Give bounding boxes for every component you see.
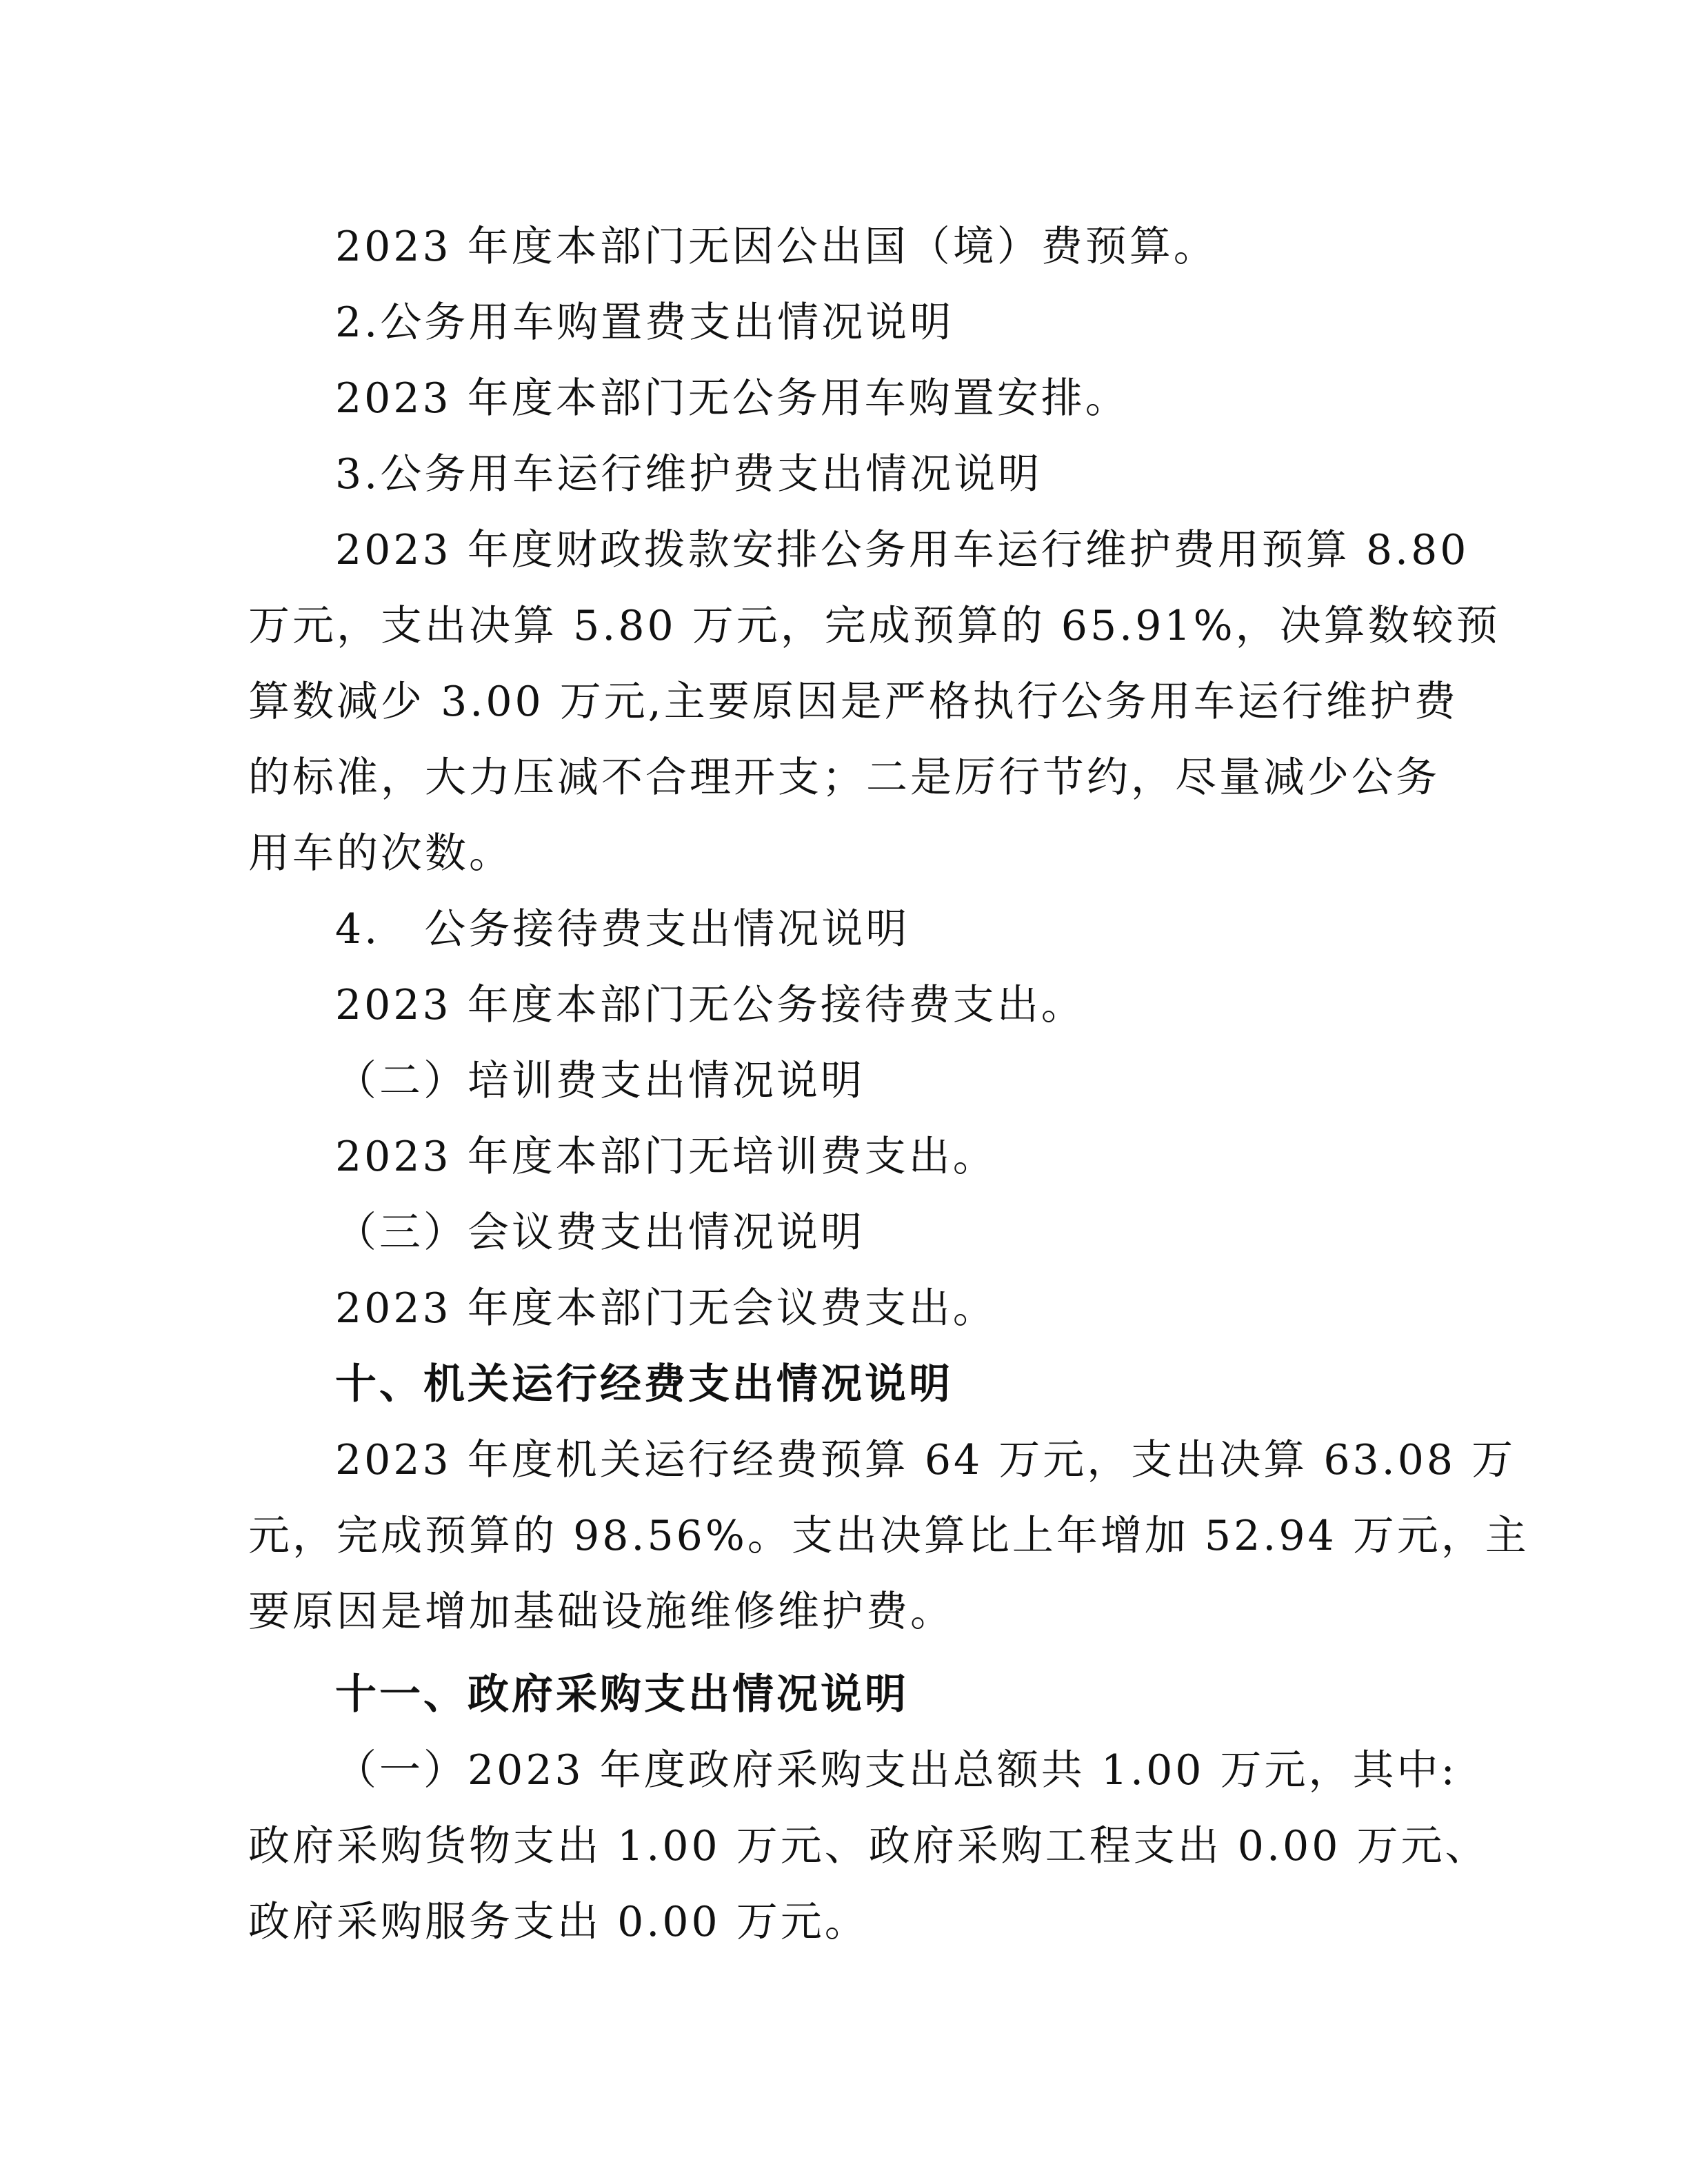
subheading: （二）培训费支出情况说明 (335, 1057, 865, 1105)
paragraph-line: 2023 年度本部门无公务接待费支出。 (335, 981, 1085, 1029)
subheading: 3.公务用车运行维护费支出情况说明 (335, 450, 1043, 498)
paragraph-line: 政府采购货物支出 1.00 万元、政府采购工程支出 0.00 万元、 (248, 1822, 1489, 1870)
paragraph-line: 2023 年度本部门无公务用车购置安排。 (335, 374, 1129, 423)
paragraph-line: 2023 年度机关运行经费预算 64 万元，支出决算 63.08 万 (335, 1436, 1516, 1484)
paragraph-line: 2023 年度本部门无培训费支出。 (335, 1133, 997, 1181)
paragraph-line: 用车的次数。 (248, 829, 513, 878)
paragraph-line: 要原因是增加基础设施维修维护费。 (248, 1588, 954, 1636)
paragraph-line: 2023 年度财政拨款安排公务用车运行维护费用预算 8.80 (335, 526, 1469, 574)
section-heading: 十一、政府采购支出情况说明 (335, 1670, 909, 1719)
paragraph-line: 的标准，大力压减不合理开支；二是厉行节约，尽量减少公务 (248, 754, 1440, 802)
paragraph-line: 2023 年度本部门无会议费支出。 (335, 1284, 997, 1333)
paragraph-line: 算数减少 3.00 万元,主要原因是严格执行公务用车运行维护费 (248, 678, 1458, 726)
paragraph-line: 政府采购服务支出 0.00 万元。 (248, 1898, 869, 1946)
section-heading: 十、机关运行经费支出情况说明 (335, 1360, 953, 1408)
paragraph-line: 万元，支出决算 5.80 万元，完成预算的 65.91%，决算数较预 (248, 602, 1500, 650)
paragraph-line: 元，完成预算的 98.56%。支出决算比上年增加 52.94 万元，主 (248, 1512, 1529, 1560)
paragraph-line: （一）2023 年度政府采购支出总额共 1.00 万元，其中: (335, 1746, 1458, 1794)
subheading: 2.公务用车购置费支出情况说明 (335, 299, 954, 347)
subheading: （三）会议费支出情况说明 (335, 1209, 865, 1257)
subheading: 4. 公务接待费支出情况说明 (335, 905, 910, 953)
paragraph-line: 2023 年度本部门无因公出国（境）费预算。 (335, 223, 1218, 271)
